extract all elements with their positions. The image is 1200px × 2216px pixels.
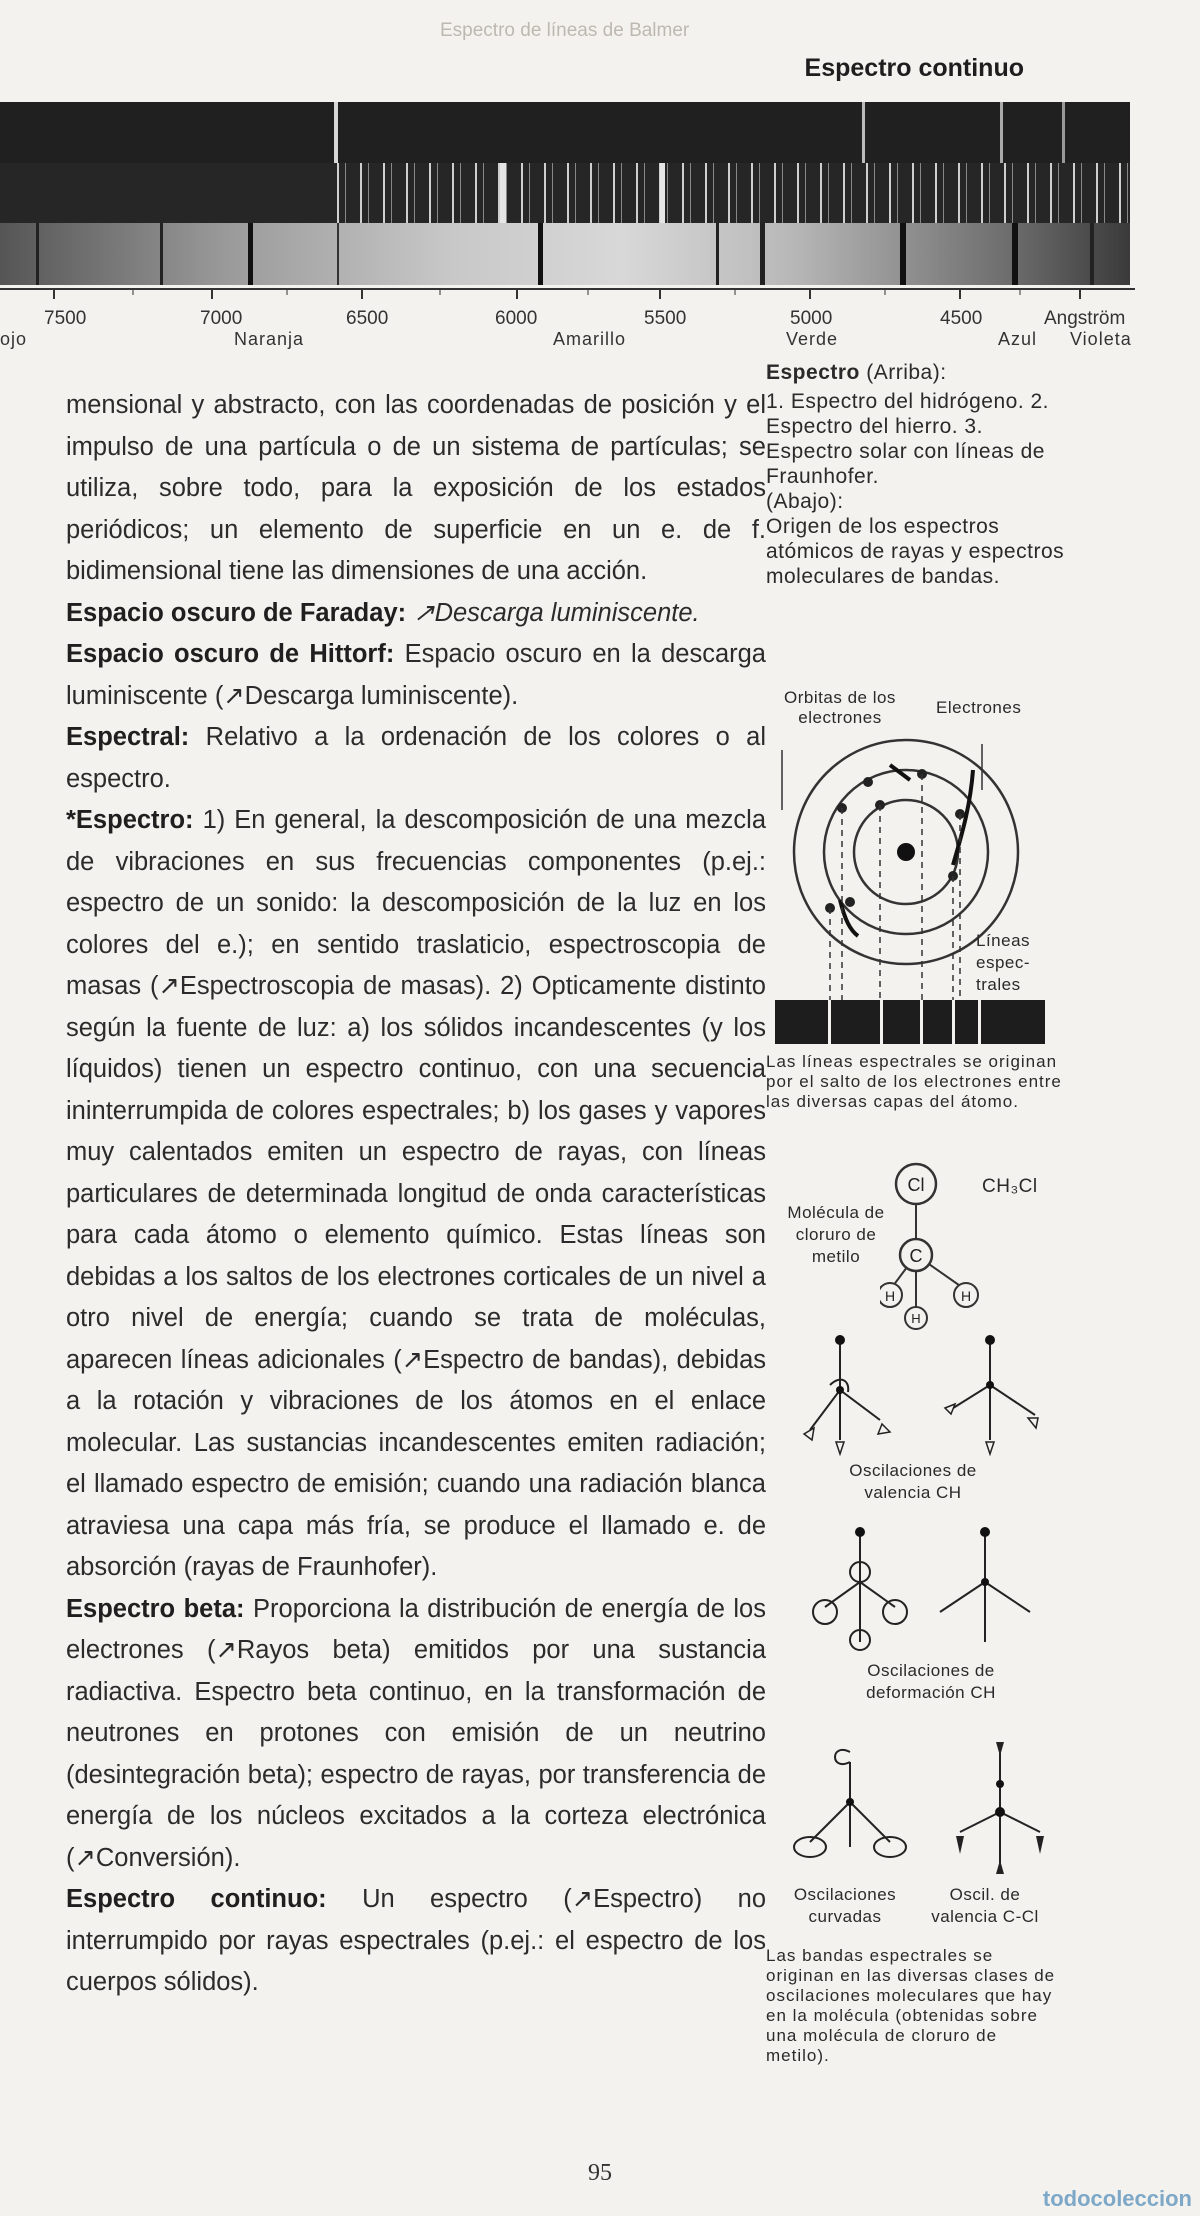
dictionary-column <box>66 385 766 2004</box>
spectral-lines-label: Líneas espec- trales <box>976 931 1031 994</box>
bending-label: Oscilaciones curvadas <box>793 1885 897 1926</box>
spectrum-solar <box>0 223 1130 285</box>
tick-5000: 5000 <box>790 308 833 329</box>
tick-7000: 7000 <box>200 308 243 329</box>
tick-6500: 6500 <box>346 308 389 329</box>
entry-faraday <box>66 593 766 635</box>
term-espectro: *Espectro: <box>66 806 194 834</box>
color-azul: Azul <box>998 329 1038 349</box>
color-verde: Verde <box>786 329 839 349</box>
atom-caption: Las líneas espectrales se originan por el salto de los electrones entre las diversas capas del átomo. <box>766 1052 1062 1111</box>
page-header-title: Espectro continuo <box>804 54 1024 82</box>
page-number: 95 <box>588 2160 612 2186</box>
bending-oscillation-icons <box>790 1732 1070 1882</box>
definition-espectro-continuo: Un espectro (↗Espectro) no interrumpido por rayas espectrales (p.ej.: el espectro de los cuerpos sólidos). <box>66 1885 766 1996</box>
caption-abajo: (Abajo): <box>766 490 844 513</box>
tick-angstrom: Angström <box>1044 308 1126 329</box>
formula-label: CH₃Cl <box>982 1176 1038 1197</box>
deformation-ch-label: Oscilaciones de deformación CH <box>866 1661 996 1702</box>
electrons-label: Electrones <box>936 698 1022 717</box>
valence-ch-label: Oscilaciones de valencia CH <box>849 1461 977 1502</box>
tick-6000: 6000 <box>495 308 538 329</box>
deformation-oscillation-icons <box>800 1522 1070 1662</box>
valence-ccl-label: Oscil. de valencia C-Cl <box>931 1885 1039 1926</box>
tick-7500: 7500 <box>44 308 87 329</box>
definition-espectro-beta: Proporciona la distribución de energía de los electrones (↗Rayos beta) emitidos por una sustancia radiactiva. Espectro beta continuo, en la transformación de neutrones en protones con emisión de un neutrino (desintegración beta); espectro de rayas, por transferencia de energía de los núcleos excitados a la corteza electrónica (↗Conversión). <box>66 1594 766 1872</box>
color-rojo: ojo <box>0 329 28 349</box>
caption-title: Espectro <box>766 361 860 384</box>
term-espectro-beta: Espectro beta: <box>66 1594 245 1623</box>
entry-espectro-beta <box>66 1589 766 1880</box>
svg-text:H: H <box>911 1311 921 1326</box>
figure-caption-top <box>766 360 1066 589</box>
entry-espectral <box>66 717 766 800</box>
bleed-through-text: Espectro de líneas de Balmer <box>440 20 690 41</box>
entry-espectro <box>66 800 766 1589</box>
color-amarillo: Amarillo <box>553 329 627 349</box>
orbit-label: Orbitas de los electrones <box>784 688 896 727</box>
svg-text:H: H <box>960 1288 972 1304</box>
definition-hittorf: Espacio oscuro en la descarga luminiscente (↗Descarga luminiscente). <box>66 640 766 710</box>
tick-5500: 5500 <box>644 308 687 329</box>
watermark: todocoleccion <box>1042 2186 1192 2211</box>
term-hittorf: Espacio oscuro de Hittorf: <box>66 640 395 668</box>
spectrum-iron <box>0 163 1130 232</box>
term-faraday: Espacio oscuro de Faraday: <box>66 598 407 627</box>
term-espectral: Espectral: <box>66 723 190 751</box>
color-naranja: Naranja <box>234 329 305 349</box>
entry-continuation: mensional y abstracto, con las coordenadas de posición y el impulso de una partícula o de un sistema de partículas; se utiliza, sobre todo, para la exposición de los estados periódicos; un elemento de superficie en un e. de f. bidimensional tiene las dimensiones de una acción. <box>66 391 766 585</box>
caption-arriba: (Arriba): <box>866 361 947 384</box>
tick-4500: 4500 <box>940 308 983 329</box>
molecule-label: Molécula de cloruro de metilo <box>787 1203 885 1266</box>
definition-faraday: ↗Descarga luminiscente. <box>413 598 700 627</box>
color-violeta: Violeta <box>1070 329 1132 349</box>
definition-espectral: Relativo a la ordenación de los colores o al espectro. <box>66 723 766 793</box>
definition-espectro: 1) En general, la descomposición de una mezcla de vibraciones en sus frecuencias componentes (p.ej.: espectro de un sonido: la descomposición de la luz en los colores del e.); en sentido traslaticio, espectroscopia de masas (↗Espectroscopia de masas). 2) Opticamente distinto según la fuente de luz: a) los sólidos incandescentes (y los líquidos) tienen un espectro continuo, con una secuencia ininterrumpida de colores espectrales; b) los gases y vapores muy calentados emiten un espectro de rayas, con líneas particulares de determinada longitud de onda características para cada átomo o elemento químico. Estas líneas son debidas a los saltos de los electrones corticales de un nivel a otro nivel de energía; cuando se trata de moléculas, aparecen líneas adicionales (↗Espectro de bandas), debidas a la rotación y vibraciones de los átomos en el enlace molecular. Las sustancias incandescentes emiten radiación; el llamado espectro de emisión; cuando una radiación blanca atraviesa una capa más fría, se produce el llamado e. de absorción (rayas de Fraunhofer). <box>66 806 766 1581</box>
svg-text:Cl: Cl <box>907 1175 925 1195</box>
methyl-chloride-molecule <box>880 1160 1000 1330</box>
svg-text:H: H <box>884 1288 896 1304</box>
valence-oscillation-icons <box>790 1330 1060 1460</box>
entry-hittorf <box>66 634 766 717</box>
svg-text:C: C <box>909 1246 923 1266</box>
term-espectro-continuo: Espectro continuo: <box>66 1885 327 1913</box>
caption-origin: Origen de los espectros atómicos de rayas y espectros moleculares de bandas. <box>766 515 1065 588</box>
entry-espectro-continuo <box>66 1879 766 2004</box>
atom-diagram <box>770 730 1050 1050</box>
caption-spectra-list: 1. Espectro del hidrógeno. 2. Espectro del hierro. 3. Espectro solar con líneas de Fraunhofer. <box>766 390 1050 488</box>
bands-caption: Las bandas espectrales se originan en las diversas clases de oscilaciones moleculares que hay en la molécula (obtenidas sobre una molécula de cloruro de metilo). <box>766 1946 1056 2065</box>
